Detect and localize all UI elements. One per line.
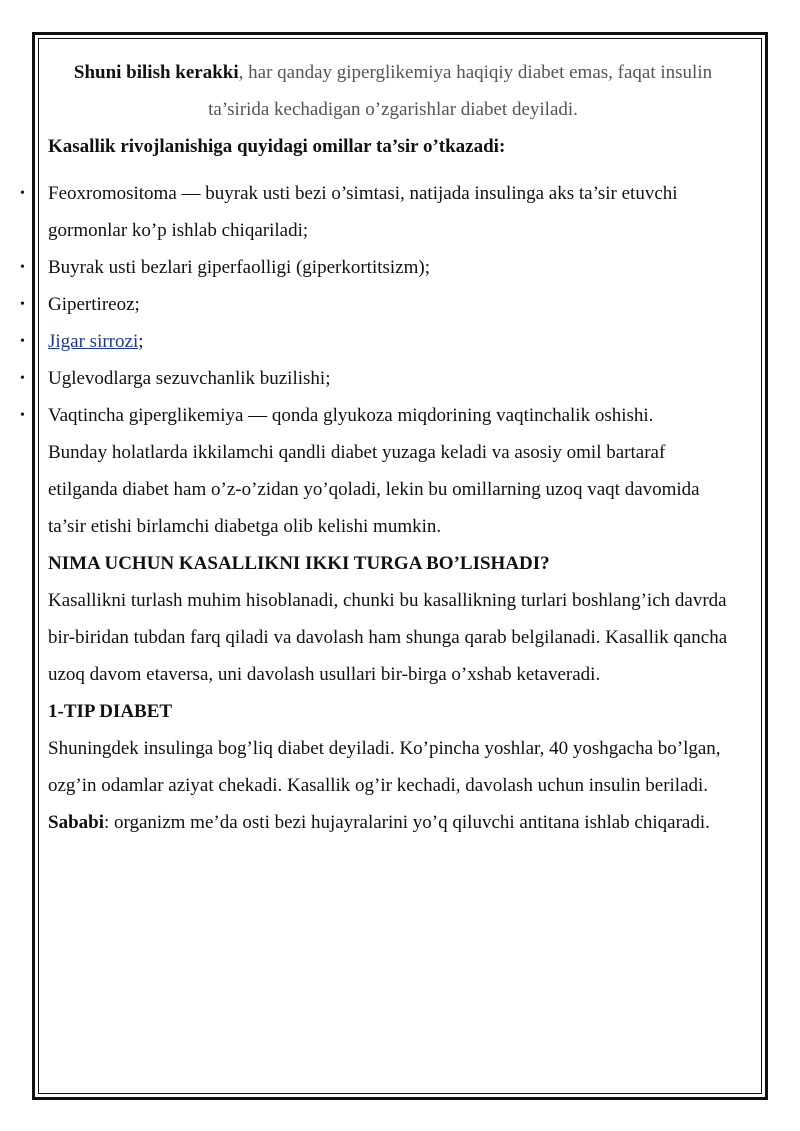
heading-type1: 1-TIP DIABET <box>48 701 173 722</box>
paragraph-secondary-diabetes: Bunday holatlarda ikkilamchi qandli diabet yuzaga keladi va asosiy omil bartaraf etilganda diabet ham o’z-o’zidan yo’qoladi, lekin bu omillarning uzoq vaqt davomida ta’sir etishi birlamchi diabetga olib kelishi mumkin. <box>48 442 700 537</box>
factors-list <box>48 175 738 434</box>
paragraph-cause <box>48 804 738 841</box>
document-body <box>48 54 738 841</box>
list-item: • Uglevodlarga sezuvchanlik buzilishi; <box>48 360 738 397</box>
list-item: • Gipertireoz; <box>48 286 738 323</box>
jigar-sirrozi-link[interactable]: Jigar sirrozi <box>48 331 139 352</box>
list-item: • Vaqtincha giperglikemiya — qonda glyukoza miqdorining vaqtinchalik oshishi. <box>48 397 738 434</box>
cause-text: : organizm me’da osti bezi hujayralarini yo’q qiluvchi antitana ishlab chiqaradi. <box>103 812 710 833</box>
link-suffix: ; <box>138 331 144 352</box>
factors-heading: Kasallik rivojlanishiga quyidagi omillar ta’sir o’tkazadi: <box>48 136 506 157</box>
intro-paragraph <box>48 54 738 128</box>
list-item: • Feoxromositoma — buyrak usti bezi o’simtasi, natijada insulinga aks ta’sir etuvchi gormonlar ko’p ishlab chiqariladi; <box>48 175 738 249</box>
paragraph-classification: Kasallikni turlash muhim hisoblanadi, chunki bu kasallikning turlari boshlang’ich davrda bir-biridan tubdan farq qiladi va davolash ham shunga qarab belgilanadi. Kasallik qancha uzoq davom etaversa, uni davolash usullari bir-birga o’xshab ketaveradi. <box>48 590 728 685</box>
heading-two-types: NIMA UCHUN KASALLIKNI IKKI TURGA BO’LISHADI? <box>48 553 550 574</box>
cause-bold: Sababi <box>48 812 104 833</box>
list-item <box>48 323 738 360</box>
intro-text: , har qanday giperglikemiya haqiqiy diabet emas, faqat insulin ta’sirida kechadigan o’zgarishlar diabet deyiladi. <box>208 62 713 120</box>
intro-bold: Shuni bilish kerakki <box>73 62 239 83</box>
list-item: • Buyrak usti bezlari giperfaolligi (giperkortitsizm); <box>48 249 738 286</box>
paragraph-type1: Shuningdek insulinga bog’liq diabet deyiladi. Ko’pincha yoshlar, 40 yoshgacha bo’lgan, ozg’in odamlar aziyat chekadi. Kasallik og’ir kechadi, davolash uchun insulin beriladi. <box>48 738 721 796</box>
